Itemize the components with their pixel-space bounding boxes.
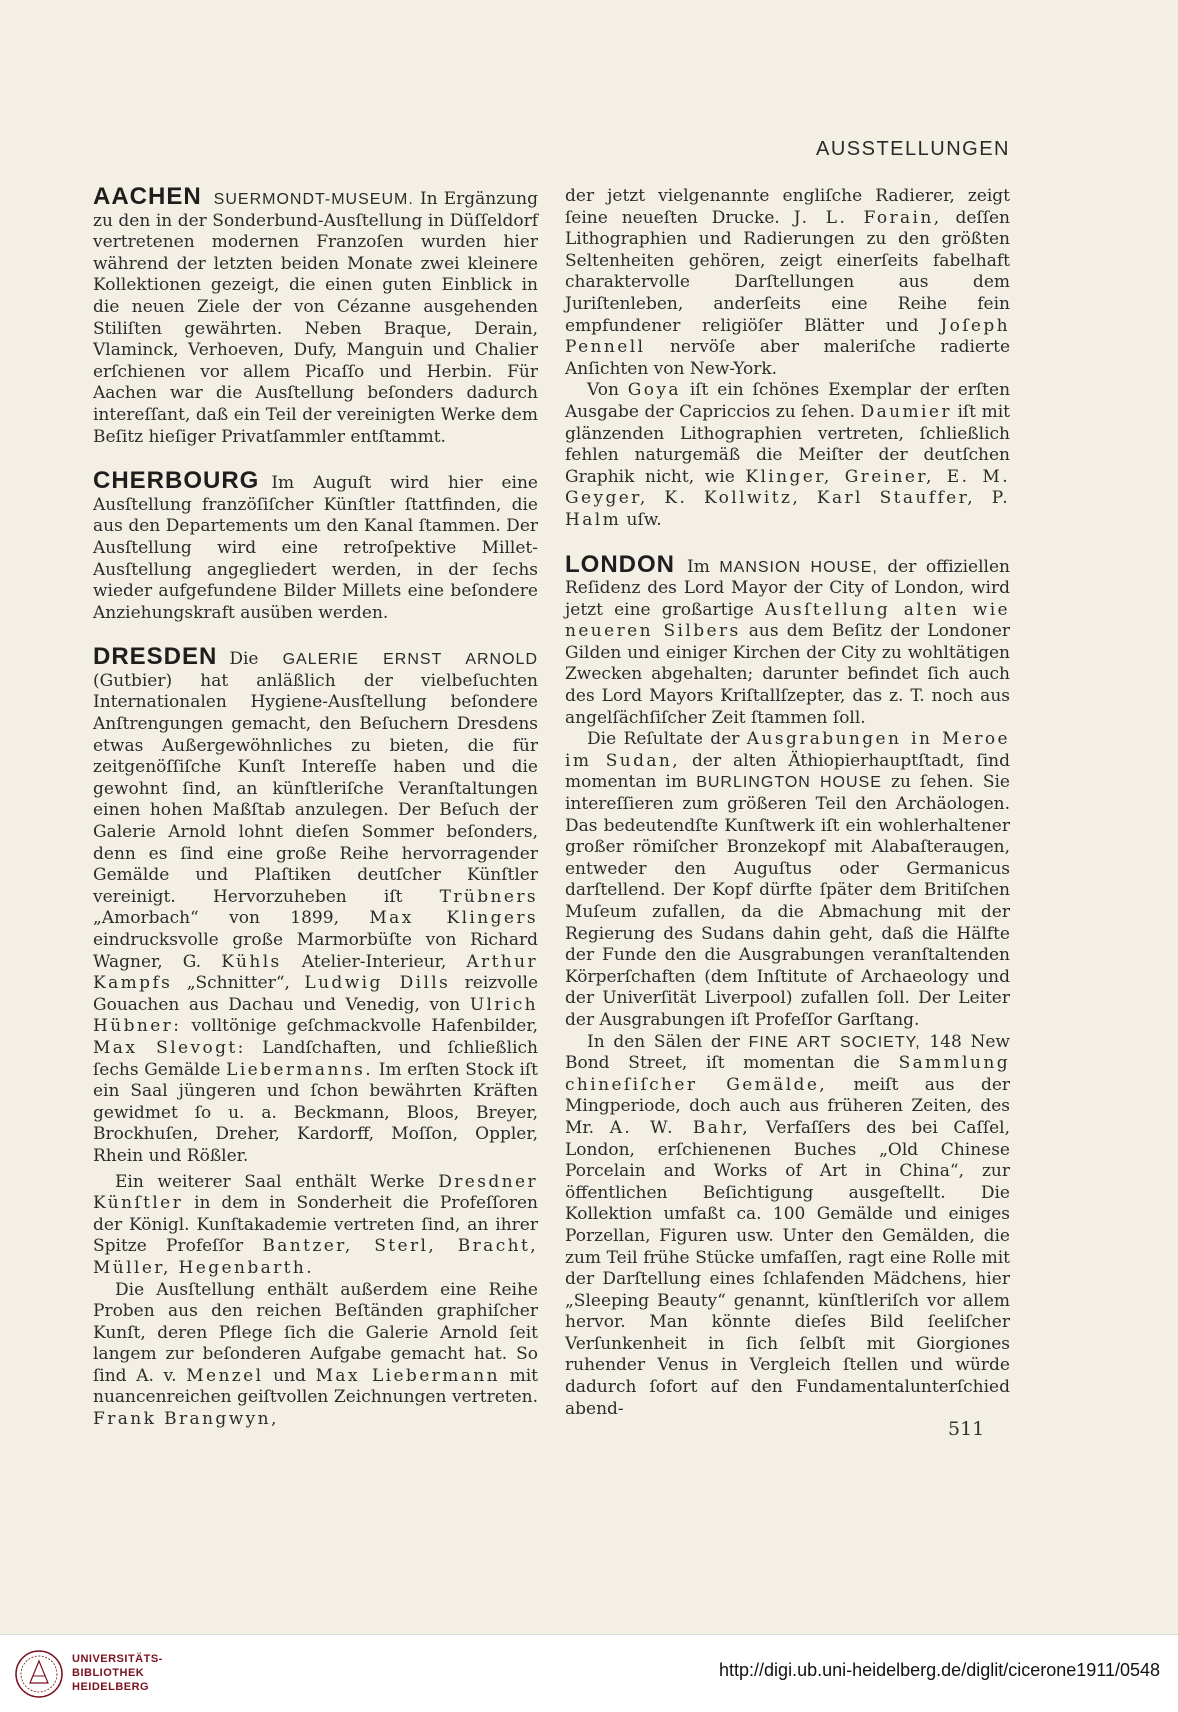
paragraph: Ein weiterer Saal enthält Werke Dresdner Künſtler in dem in Sonderheit die Profeſſoren der Königl. Kunſtakademie vertreten ſind, an ihrer Spitze Profeſſor Bantzer, Sterl, Bracht, Müller, Hegenbarth. [93,1171,539,1278]
paragraph: Von Goya iſt ein ſchönes Exemplar der erſten Ausgabe der Capriccios zu ſehen. Daumier iſt mit glänzenden Lithographien vertreten, ſchließlich fehlen naturgemäß die Meiſter der deutſchen Graphik nicht, wie Klinger, Greiner, E. M. Geyger, K. Kollwitz, Karl Stauffer, P. Halm uſw. [565,380,1011,530]
paragraph: In den Sälen der FINE ART SOCIETY, 148 New Bond Street, iſt momentan die Sammlung chineſiſcher Gemälde, meiſt aus der Mingperiode, doch auch aus früheren Zeiten, des Mr. A. W. Bahr, Verfaſſers des bei Caſſel, London, erſchienenen Buches „Old Chinese Porcelain and Works of Art in China“, zur öffentlichen Beſichtigung ausgeſtellt. Die Kollektion umfaßt ca. 100 Gemälde und einiges Porzellan, Figuren usw. Unter den Gemälden, die zum Teil frühe Stücke umfaſſen, ragt eine Rolle mit der Darſtellung eines ſchlafenden Mädchens, hier „Sleeping Beauty“ genannt, künſtleriſch vor allem hervor. Man könnte dieſes Bild ſeeliſcher Verſunkenheit in ſich ſelbſt mit Giorgiones ruhender Venus in Vergleich ſtellen und würde dadurch ſofort auf den Fundamentalunterſchied abend- [565,1031,1011,1419]
library-name: UNIVERSITÄTS- BIBLIOTHEK HEIDELBERG [72,1653,163,1693]
section-london: LONDON Im MANSION HOUSE, der offiziellen Reſidenz des Lord Mayor der City of London, wird jetzt eine großartige Ausſtellung alten wie neueren Silbers aus dem Beſitz der Londoner Gilden und einiger Kirchen der City zu wohltätigen Zwecken abgehalten; darunter befindet ſich auch des Lord Mayors Kriſtallſzepter, das z. T. noch aus angelſächſiſcher Zeit ſtammen ſoll. [565,550,1011,728]
city-heading-london: LONDON [565,550,675,578]
paragraph-continued: der jetzt vielgenannte engliſche Radierer, zeigt ſeine neueſten Drucke. J. L. Forain, deſſen Lithographien und Radierungen zu den größten Seltenheiten gehören, zeigt einerſeits fabelhaft charaktervolle Darſtellungen aus dem Juriſtenleben, anderſeits eine Reihe fein empfundener religiöſer Blätter und Joſeph Pennell nervöſe aber maleriſche radierte Anſichten von New-York. [565,186,1011,379]
section-aachen: AACHEN SUERMONDT-MUSEUM. In Ergänzung zu den in der Sonderbund-Ausſtellung in Düſſeldorf vertretenen modernen Franzoſen wurden hier während der letzten beiden Monate zwei kleinere Kollektionen gezeigt, die einen guten Einblick in die neuen Ziele der von Cézanne ausgehenden Stiliſten gewährten. Neben Braque, Derain, Vlaminck, Verhoeven, Dufy, Manguin und Chalier erſchienen vor allem Picaſſo und Herbin. Für Aachen war die Ausſtellung beſonders dadurch intereſſant, daß ein Teil der vereinigten Werke dem Beſitz hieſiger Privatſammler entſtammt. [93,183,538,447]
section-dresden: DRESDEN Die GALERIE ERNST ARNOLD (Gutbier) hat anläßlich der vielbeſuchten Internationalen Hygiene-Ausſtellung beſondere Anſtrengungen gemacht, den Beſuchern Dresdens etwas Außergewöhnliches zu bieten, die für zeitgenöſſiſche Kunſt Intereſſe haben und die gewohnt ſind, an künſtleriſche Veranſtaltungen einen hohen Maßſtab anzulegen. Der Beſuch der Galerie Arnold lohnt dieſen Sommer beſonders, denn es ſind eine große Reihe hervorragender Gemälde und Plaſtiken deutſcher Künſtler vereinigt. Hervorzuheben iſt Trübners „Amorbach“ von 1899, Max Klingers eindrucksvolle große Marmorbüſte von Richard Wagner, G. Kühls Atelier-Interieur, Arthur Kampfs „Schnitter“, Ludwig Dills reizvolle Gouachen aus Dachau und Venedig, von Ulrich Hübner: volltönige geſchmackvolle Hafenbilder, Max Slevogt: Landſchaften, und ſchließlich ſechs Gemälde Liebermanns. Im erſten Stock iſt ein Saal jüngeren und ſchon bewährten Kräften gewidmet ſo u. a. Beckmann, Bloos, Breyer, Brockhuſen, Dreher, Kardorff, Moſſon, Oppler, Rhein und Rößler. [93,643,539,1166]
city-heading-dresden: DRESDEN [93,643,218,671]
paragraph: Die Reſultate der Ausgrabungen in Meroe im Sudan, der alten Äthiopierhauptſtadt, ſind momentan im BURLINGTON HOUSE zu ſehen. Sie intereſſieren zum größeren Teil den Archäologen. Das bedeutendſte Kunſtwerk iſt ein wohlerhaltener großer römiſcher Bronzekopf mit Alabaſteraugen, entweder den Auguſtus oder Germanicus darſtellend. Der Kopf dürfte ſpäter dem Britiſchen Muſeum zufallen, da die Abmachung mit der Regierung des Sudans dahin geht, daß die Hälfte der Funde den die Ausgrabungen veranſtaltenden Körperſchaften (dem Inſtitute of Archaeology und der Univerſität Liverpool) zufallen ſoll. Der Leiter der Ausgrabungen iſt Profeſſor Garſtang. [565,729,1011,1030]
left-column [93,183,539,1431]
city-heading-cherbourg: CHERBOURG [93,467,260,495]
digitization-footer [0,1634,1178,1712]
section-cherbourg: CHERBOURG Im Auguſt wird hier eine Ausſtellung franzöſiſcher Künſtler ſtattfinden, die aus den Departements um den Kanal ſtammen. Der Ausſtellung wird eine retroſpektive Millet-Ausſtellung angegliedert werden, in der ſechs wieder aufgefundene Bilder Millets eine beſondere Anziehungskraft ausüben werden. [93,467,538,623]
right-column [565,186,1010,1420]
university-seal-icon [14,1649,64,1699]
paragraph: Die Ausſtellung enthält außerdem eine Reihe Proben aus den reichen Beſtänden graphiſcher Kunſt, deren Pflege ſich die Galerie Arnold ſeit langem zur beſonderen Aufgabe gemacht hat. So ſind A. v. Menzel und Max Liebermann mit nuancenreichen geiſtvollen Zeichnungen vertreten. Frank Brangwyn, [93,1279,538,1430]
page-number: 511 [948,1418,985,1440]
city-heading-aachen: AACHEN [93,183,202,210]
permalink-url[interactable]: http://digi.ub.uni-heidelberg.de/diglit/cicerone1911/0548 [719,1660,1160,1680]
running-head: AUSSTELLUNGEN [816,138,1010,160]
